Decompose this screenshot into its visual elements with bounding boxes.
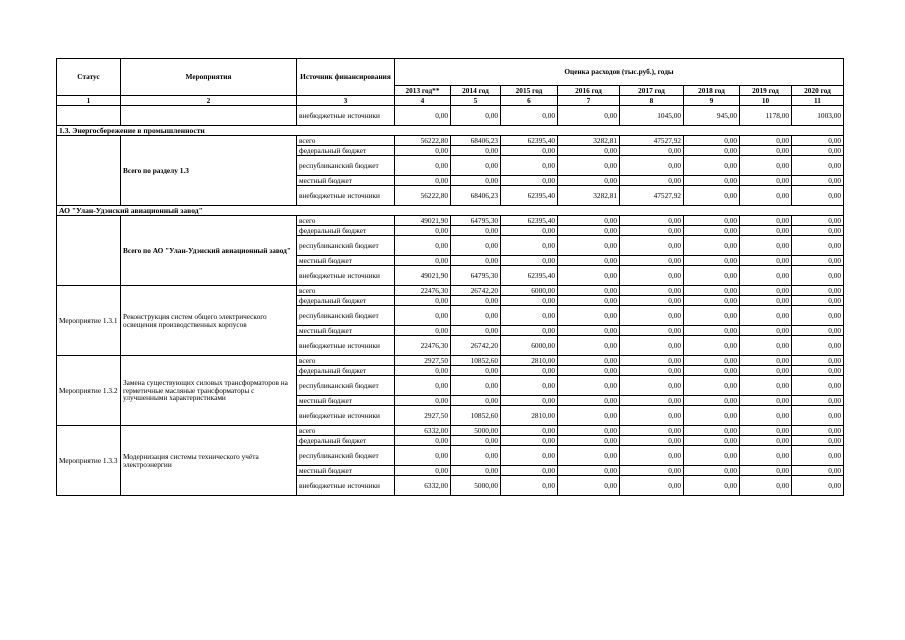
funding-source: федеральный бюджет xyxy=(297,436,395,446)
table-row xyxy=(57,426,844,436)
status-cell: Мероприятие 1.3.2 xyxy=(57,356,121,426)
amount-cell: 0,00 xyxy=(558,176,620,186)
header-year: 2016 год xyxy=(558,86,620,96)
amount-cell: 0,00 xyxy=(501,306,558,326)
status-cell: Мероприятие 1.3.3 xyxy=(57,426,121,496)
amount-cell: 0,00 xyxy=(620,296,684,306)
company-title: АО "Улан-Удэнский авиационный завод" xyxy=(57,206,844,216)
amount-cell: 0,00 xyxy=(620,286,684,296)
amount-cell: 0,00 xyxy=(451,226,501,236)
column-number: 11 xyxy=(792,96,844,106)
amount-cell: 0,00 xyxy=(684,186,740,206)
funding-source: всего xyxy=(297,216,395,226)
expense-table xyxy=(56,58,844,496)
amount-cell: 0,00 xyxy=(684,136,740,146)
amount-cell: 0,00 xyxy=(395,436,451,446)
document-page xyxy=(56,58,844,496)
amount-cell: 0,00 xyxy=(558,146,620,156)
amount-cell: 0,00 xyxy=(395,306,451,326)
amount-cell: 0,00 xyxy=(684,256,740,266)
amount-cell: 0,00 xyxy=(740,476,792,496)
amount-cell: 0,00 xyxy=(792,326,844,336)
amount-cell: 0,00 xyxy=(792,186,844,206)
amount-cell: 2927,50 xyxy=(395,406,451,426)
amount-cell: 0,00 xyxy=(395,366,451,376)
amount-cell: 1003,00 xyxy=(792,106,844,126)
funding-source: республиканский бюджет xyxy=(297,376,395,396)
amount-cell: 0,00 xyxy=(740,446,792,466)
amount-cell: 0,00 xyxy=(684,476,740,496)
funding-source: местный бюджет xyxy=(297,466,395,476)
amount-cell: 0,00 xyxy=(501,376,558,396)
funding-source: федеральный бюджет xyxy=(297,226,395,236)
amount-cell: 0,00 xyxy=(451,306,501,326)
amount-cell: 0,00 xyxy=(451,106,501,126)
amount-cell: 0,00 xyxy=(620,326,684,336)
amount-cell: 0,00 xyxy=(792,306,844,326)
amount-cell: 0,00 xyxy=(501,156,558,176)
amount-cell: 0,00 xyxy=(620,226,684,236)
amount-cell: 2927,50 xyxy=(395,356,451,366)
amount-cell: 0,00 xyxy=(451,466,501,476)
amount-cell: 0,00 xyxy=(395,106,451,126)
header-year: 2017 год xyxy=(620,86,684,96)
amount-cell: 0,00 xyxy=(620,336,684,356)
funding-source: республиканский бюджет xyxy=(297,306,395,326)
amount-cell: 49021,90 xyxy=(395,216,451,226)
amount-cell: 0,00 xyxy=(620,376,684,396)
amount-cell: 0,00 xyxy=(395,146,451,156)
amount-cell: 0,00 xyxy=(395,466,451,476)
amount-cell: 0,00 xyxy=(740,286,792,296)
column-number: 8 xyxy=(620,96,684,106)
status-cell xyxy=(57,136,121,206)
amount-cell: 0,00 xyxy=(558,376,620,396)
amount-cell: 0,00 xyxy=(792,396,844,406)
amount-cell: 0,00 xyxy=(740,256,792,266)
amount-cell: 47527,92 xyxy=(620,136,684,146)
funding-source: внебюджетные источники xyxy=(297,476,395,496)
amount-cell: 0,00 xyxy=(684,396,740,406)
funding-source: внебюджетные источники xyxy=(297,266,395,286)
amount-cell: 0,00 xyxy=(558,226,620,236)
column-number: 5 xyxy=(451,96,501,106)
amount-cell: 0,00 xyxy=(501,466,558,476)
header-source: Источник финансирования xyxy=(297,59,395,96)
amount-cell: 0,00 xyxy=(451,296,501,306)
amount-cell: 10852,60 xyxy=(451,406,501,426)
amount-cell: 0,00 xyxy=(451,146,501,156)
amount-cell: 0,00 xyxy=(501,106,558,126)
funding-source: всего xyxy=(297,356,395,366)
amount-cell: 0,00 xyxy=(740,136,792,146)
measure-name: Замена существующих силовых трансформаторов на герметичные масляные трансформаторы с улучшенными характеристиками xyxy=(121,356,297,426)
amount-cell: 0,00 xyxy=(451,396,501,406)
amount-cell: 0,00 xyxy=(501,146,558,156)
column-number: 3 xyxy=(297,96,395,106)
amount-cell: 0,00 xyxy=(501,236,558,256)
amount-cell: 0,00 xyxy=(792,236,844,256)
table-row xyxy=(57,356,844,366)
amount-cell: 0,00 xyxy=(792,176,844,186)
status-cell xyxy=(57,106,121,126)
header-year: 2019 год xyxy=(740,86,792,96)
amount-cell: 0,00 xyxy=(684,266,740,286)
amount-cell: 22476,30 xyxy=(395,336,451,356)
table-row xyxy=(57,126,844,136)
amount-cell: 0,00 xyxy=(395,446,451,466)
amount-cell: 0,00 xyxy=(792,146,844,156)
header-year: 2014 год xyxy=(451,86,501,96)
amount-cell: 56222,80 xyxy=(395,136,451,146)
measure-name: Модернизация системы технического учёта электроэнергии xyxy=(121,426,297,496)
funding-source: федеральный бюджет xyxy=(297,146,395,156)
amount-cell: 0,00 xyxy=(558,356,620,366)
amount-cell: 0,00 xyxy=(620,406,684,426)
table-row xyxy=(57,206,844,216)
amount-cell: 0,00 xyxy=(451,436,501,446)
amount-cell: 62395,40 xyxy=(501,266,558,286)
amount-cell: 0,00 xyxy=(558,336,620,356)
table-row xyxy=(57,286,844,296)
amount-cell: 0,00 xyxy=(501,256,558,266)
amount-cell: 0,00 xyxy=(558,396,620,406)
header-year: 2015 год xyxy=(501,86,558,96)
amount-cell: 0,00 xyxy=(558,446,620,466)
amount-cell: 0,00 xyxy=(558,436,620,446)
amount-cell: 0,00 xyxy=(395,176,451,186)
amount-cell: 0,00 xyxy=(620,446,684,466)
amount-cell: 0,00 xyxy=(792,256,844,266)
amount-cell: 0,00 xyxy=(501,476,558,496)
amount-cell: 0,00 xyxy=(620,156,684,176)
amount-cell: 56222,80 xyxy=(395,186,451,206)
funding-source: всего xyxy=(297,136,395,146)
amount-cell: 3282,81 xyxy=(558,136,620,146)
amount-cell: 0,00 xyxy=(558,236,620,256)
amount-cell: 0,00 xyxy=(620,436,684,446)
measure-name: Всего по разделу 1.3 xyxy=(121,136,297,206)
amount-cell: 5000,00 xyxy=(451,426,501,436)
amount-cell: 0,00 xyxy=(684,306,740,326)
column-number: 2 xyxy=(121,96,297,106)
amount-cell: 0,00 xyxy=(395,296,451,306)
amount-cell: 0,00 xyxy=(501,446,558,466)
amount-cell: 0,00 xyxy=(792,136,844,146)
amount-cell: 0,00 xyxy=(792,286,844,296)
header-year: 2018 год xyxy=(684,86,740,96)
section-title: 1.3. Энергосбережение в промышленности xyxy=(57,126,844,136)
funding-source: республиканский бюджет xyxy=(297,156,395,176)
amount-cell: 0,00 xyxy=(501,426,558,436)
amount-cell: 0,00 xyxy=(395,396,451,406)
header-measures: Мероприятия xyxy=(121,59,297,96)
amount-cell: 0,00 xyxy=(620,216,684,226)
amount-cell: 0,00 xyxy=(684,146,740,156)
amount-cell: 0,00 xyxy=(740,156,792,176)
measure-name: Реконструкция систем общего электрического освещения производственных корпусов xyxy=(121,286,297,356)
amount-cell: 0,00 xyxy=(792,366,844,376)
amount-cell: 0,00 xyxy=(620,396,684,406)
amount-cell: 0,00 xyxy=(684,406,740,426)
amount-cell: 0,00 xyxy=(620,146,684,156)
table-row xyxy=(57,136,844,146)
amount-cell: 0,00 xyxy=(451,236,501,256)
amount-cell: 0,00 xyxy=(792,406,844,426)
funding-source: федеральный бюджет xyxy=(297,296,395,306)
amount-cell: 6332,00 xyxy=(395,476,451,496)
column-number: 10 xyxy=(740,96,792,106)
amount-cell: 0,00 xyxy=(740,226,792,236)
amount-cell: 0,00 xyxy=(558,296,620,306)
amount-cell: 0,00 xyxy=(451,376,501,396)
amount-cell: 0,00 xyxy=(451,446,501,466)
amount-cell: 0,00 xyxy=(451,326,501,336)
amount-cell: 0,00 xyxy=(558,266,620,286)
amount-cell: 26742,20 xyxy=(451,336,501,356)
amount-cell: 0,00 xyxy=(395,376,451,396)
amount-cell: 0,00 xyxy=(740,366,792,376)
amount-cell: 0,00 xyxy=(792,436,844,446)
amount-cell: 0,00 xyxy=(740,176,792,186)
funding-source: внебюджетные источники xyxy=(297,106,395,126)
amount-cell: 0,00 xyxy=(792,266,844,286)
amount-cell: 0,00 xyxy=(501,226,558,236)
amount-cell: 62395,40 xyxy=(501,136,558,146)
amount-cell: 0,00 xyxy=(792,336,844,356)
funding-source: всего xyxy=(297,426,395,436)
amount-cell: 0,00 xyxy=(792,156,844,176)
measure-cell xyxy=(121,106,297,126)
amount-cell: 0,00 xyxy=(740,216,792,226)
amount-cell: 0,00 xyxy=(792,466,844,476)
amount-cell: 0,00 xyxy=(684,296,740,306)
header-estimate: Оценка расходов (тыс.руб.), годы xyxy=(395,59,844,86)
amount-cell: 0,00 xyxy=(740,326,792,336)
amount-cell: 0,00 xyxy=(558,156,620,176)
funding-source: внебюджетные источники xyxy=(297,336,395,356)
amount-cell: 0,00 xyxy=(684,466,740,476)
amount-cell: 0,00 xyxy=(395,256,451,266)
status-cell xyxy=(57,216,121,286)
funding-source: федеральный бюджет xyxy=(297,366,395,376)
amount-cell: 0,00 xyxy=(558,306,620,326)
amount-cell: 47527,92 xyxy=(620,186,684,206)
amount-cell: 68406,23 xyxy=(451,136,501,146)
amount-cell: 0,00 xyxy=(620,306,684,326)
amount-cell: 0,00 xyxy=(558,476,620,496)
amount-cell: 64795,30 xyxy=(451,216,501,226)
amount-cell: 0,00 xyxy=(501,326,558,336)
amount-cell: 26742,20 xyxy=(451,286,501,296)
amount-cell: 1045,00 xyxy=(620,106,684,126)
amount-cell: 0,00 xyxy=(792,446,844,466)
amount-cell: 0,00 xyxy=(684,216,740,226)
amount-cell: 0,00 xyxy=(684,336,740,356)
amount-cell: 0,00 xyxy=(501,296,558,306)
amount-cell: 0,00 xyxy=(684,326,740,336)
amount-cell: 0,00 xyxy=(558,426,620,436)
amount-cell: 0,00 xyxy=(395,326,451,336)
amount-cell: 0,00 xyxy=(740,186,792,206)
amount-cell: 6000,00 xyxy=(501,336,558,356)
amount-cell: 0,00 xyxy=(620,176,684,186)
amount-cell: 0,00 xyxy=(451,256,501,266)
amount-cell: 6000,00 xyxy=(501,286,558,296)
amount-cell: 0,00 xyxy=(501,176,558,186)
table-row xyxy=(57,106,844,126)
amount-cell: 0,00 xyxy=(740,356,792,366)
amount-cell: 0,00 xyxy=(684,376,740,396)
amount-cell: 0,00 xyxy=(451,156,501,176)
amount-cell: 0,00 xyxy=(792,226,844,236)
amount-cell: 0,00 xyxy=(792,216,844,226)
amount-cell: 0,00 xyxy=(558,216,620,226)
amount-cell: 2810,00 xyxy=(501,406,558,426)
amount-cell: 0,00 xyxy=(395,236,451,256)
amount-cell: 5000,00 xyxy=(451,476,501,496)
table-row xyxy=(57,216,844,226)
amount-cell: 10852,60 xyxy=(451,356,501,366)
amount-cell: 0,00 xyxy=(620,366,684,376)
amount-cell: 0,00 xyxy=(501,366,558,376)
amount-cell: 0,00 xyxy=(740,146,792,156)
amount-cell: 0,00 xyxy=(740,396,792,406)
column-number: 1 xyxy=(57,96,121,106)
amount-cell: 0,00 xyxy=(792,426,844,436)
funding-source: местный бюджет xyxy=(297,396,395,406)
amount-cell: 0,00 xyxy=(684,366,740,376)
amount-cell: 0,00 xyxy=(558,256,620,266)
amount-cell: 0,00 xyxy=(684,176,740,186)
amount-cell: 0,00 xyxy=(395,226,451,236)
amount-cell: 0,00 xyxy=(740,266,792,286)
amount-cell: 1178,00 xyxy=(740,106,792,126)
amount-cell: 62395,40 xyxy=(501,216,558,226)
funding-source: местный бюджет xyxy=(297,256,395,266)
amount-cell: 22476,30 xyxy=(395,286,451,296)
amount-cell: 945,00 xyxy=(684,106,740,126)
header-year: 2020 год xyxy=(792,86,844,96)
amount-cell: 2810,00 xyxy=(501,356,558,366)
funding-source: республиканский бюджет xyxy=(297,446,395,466)
amount-cell: 0,00 xyxy=(684,356,740,366)
amount-cell: 49021,90 xyxy=(395,266,451,286)
amount-cell: 0,00 xyxy=(558,406,620,426)
amount-cell: 0,00 xyxy=(684,436,740,446)
header-status: Статус xyxy=(57,59,121,96)
amount-cell: 0,00 xyxy=(451,176,501,186)
amount-cell: 0,00 xyxy=(620,426,684,436)
amount-cell: 0,00 xyxy=(740,466,792,476)
amount-cell: 0,00 xyxy=(558,326,620,336)
amount-cell: 0,00 xyxy=(558,466,620,476)
amount-cell: 0,00 xyxy=(620,266,684,286)
amount-cell: 0,00 xyxy=(740,436,792,446)
amount-cell: 0,00 xyxy=(740,296,792,306)
amount-cell: 0,00 xyxy=(620,476,684,496)
amount-cell: 3282,81 xyxy=(558,186,620,206)
funding-source: внебюджетные источники xyxy=(297,406,395,426)
column-number: 7 xyxy=(558,96,620,106)
amount-cell: 0,00 xyxy=(620,256,684,266)
amount-cell: 0,00 xyxy=(684,156,740,176)
amount-cell: 0,00 xyxy=(684,446,740,466)
status-cell: Мероприятие 1.3.1 xyxy=(57,286,121,356)
amount-cell: 0,00 xyxy=(558,366,620,376)
amount-cell: 6332,00 xyxy=(395,426,451,436)
amount-cell: 62395,40 xyxy=(501,186,558,206)
amount-cell: 0,00 xyxy=(620,466,684,476)
amount-cell: 68406,23 xyxy=(451,186,501,206)
amount-cell: 0,00 xyxy=(792,476,844,496)
funding-source: местный бюджет xyxy=(297,326,395,336)
amount-cell: 0,00 xyxy=(558,286,620,296)
measure-name: Всего по АО "Улан-Удэнский авиационный завод" xyxy=(121,216,297,286)
amount-cell: 0,00 xyxy=(792,356,844,366)
amount-cell: 0,00 xyxy=(740,306,792,326)
column-number: 9 xyxy=(684,96,740,106)
amount-cell: 0,00 xyxy=(451,366,501,376)
funding-source: республиканский бюджет xyxy=(297,236,395,256)
column-number: 6 xyxy=(501,96,558,106)
amount-cell: 0,00 xyxy=(620,356,684,366)
amount-cell: 0,00 xyxy=(620,236,684,256)
amount-cell: 0,00 xyxy=(792,296,844,306)
amount-cell: 0,00 xyxy=(501,436,558,446)
amount-cell: 0,00 xyxy=(684,236,740,256)
amount-cell: 0,00 xyxy=(792,376,844,396)
funding-source: всего xyxy=(297,286,395,296)
amount-cell: 0,00 xyxy=(740,336,792,356)
amount-cell: 64795,30 xyxy=(451,266,501,286)
funding-source: внебюджетные источники xyxy=(297,186,395,206)
amount-cell: 0,00 xyxy=(395,156,451,176)
amount-cell: 0,00 xyxy=(740,406,792,426)
header-year: 2013 год** xyxy=(395,86,451,96)
amount-cell: 0,00 xyxy=(501,396,558,406)
amount-cell: 0,00 xyxy=(558,106,620,126)
amount-cell: 0,00 xyxy=(684,226,740,236)
amount-cell: 0,00 xyxy=(740,236,792,256)
funding-source: местный бюджет xyxy=(297,176,395,186)
column-number: 4 xyxy=(395,96,451,106)
amount-cell: 0,00 xyxy=(740,376,792,396)
amount-cell: 0,00 xyxy=(684,286,740,296)
amount-cell: 0,00 xyxy=(684,426,740,436)
amount-cell: 0,00 xyxy=(740,426,792,436)
